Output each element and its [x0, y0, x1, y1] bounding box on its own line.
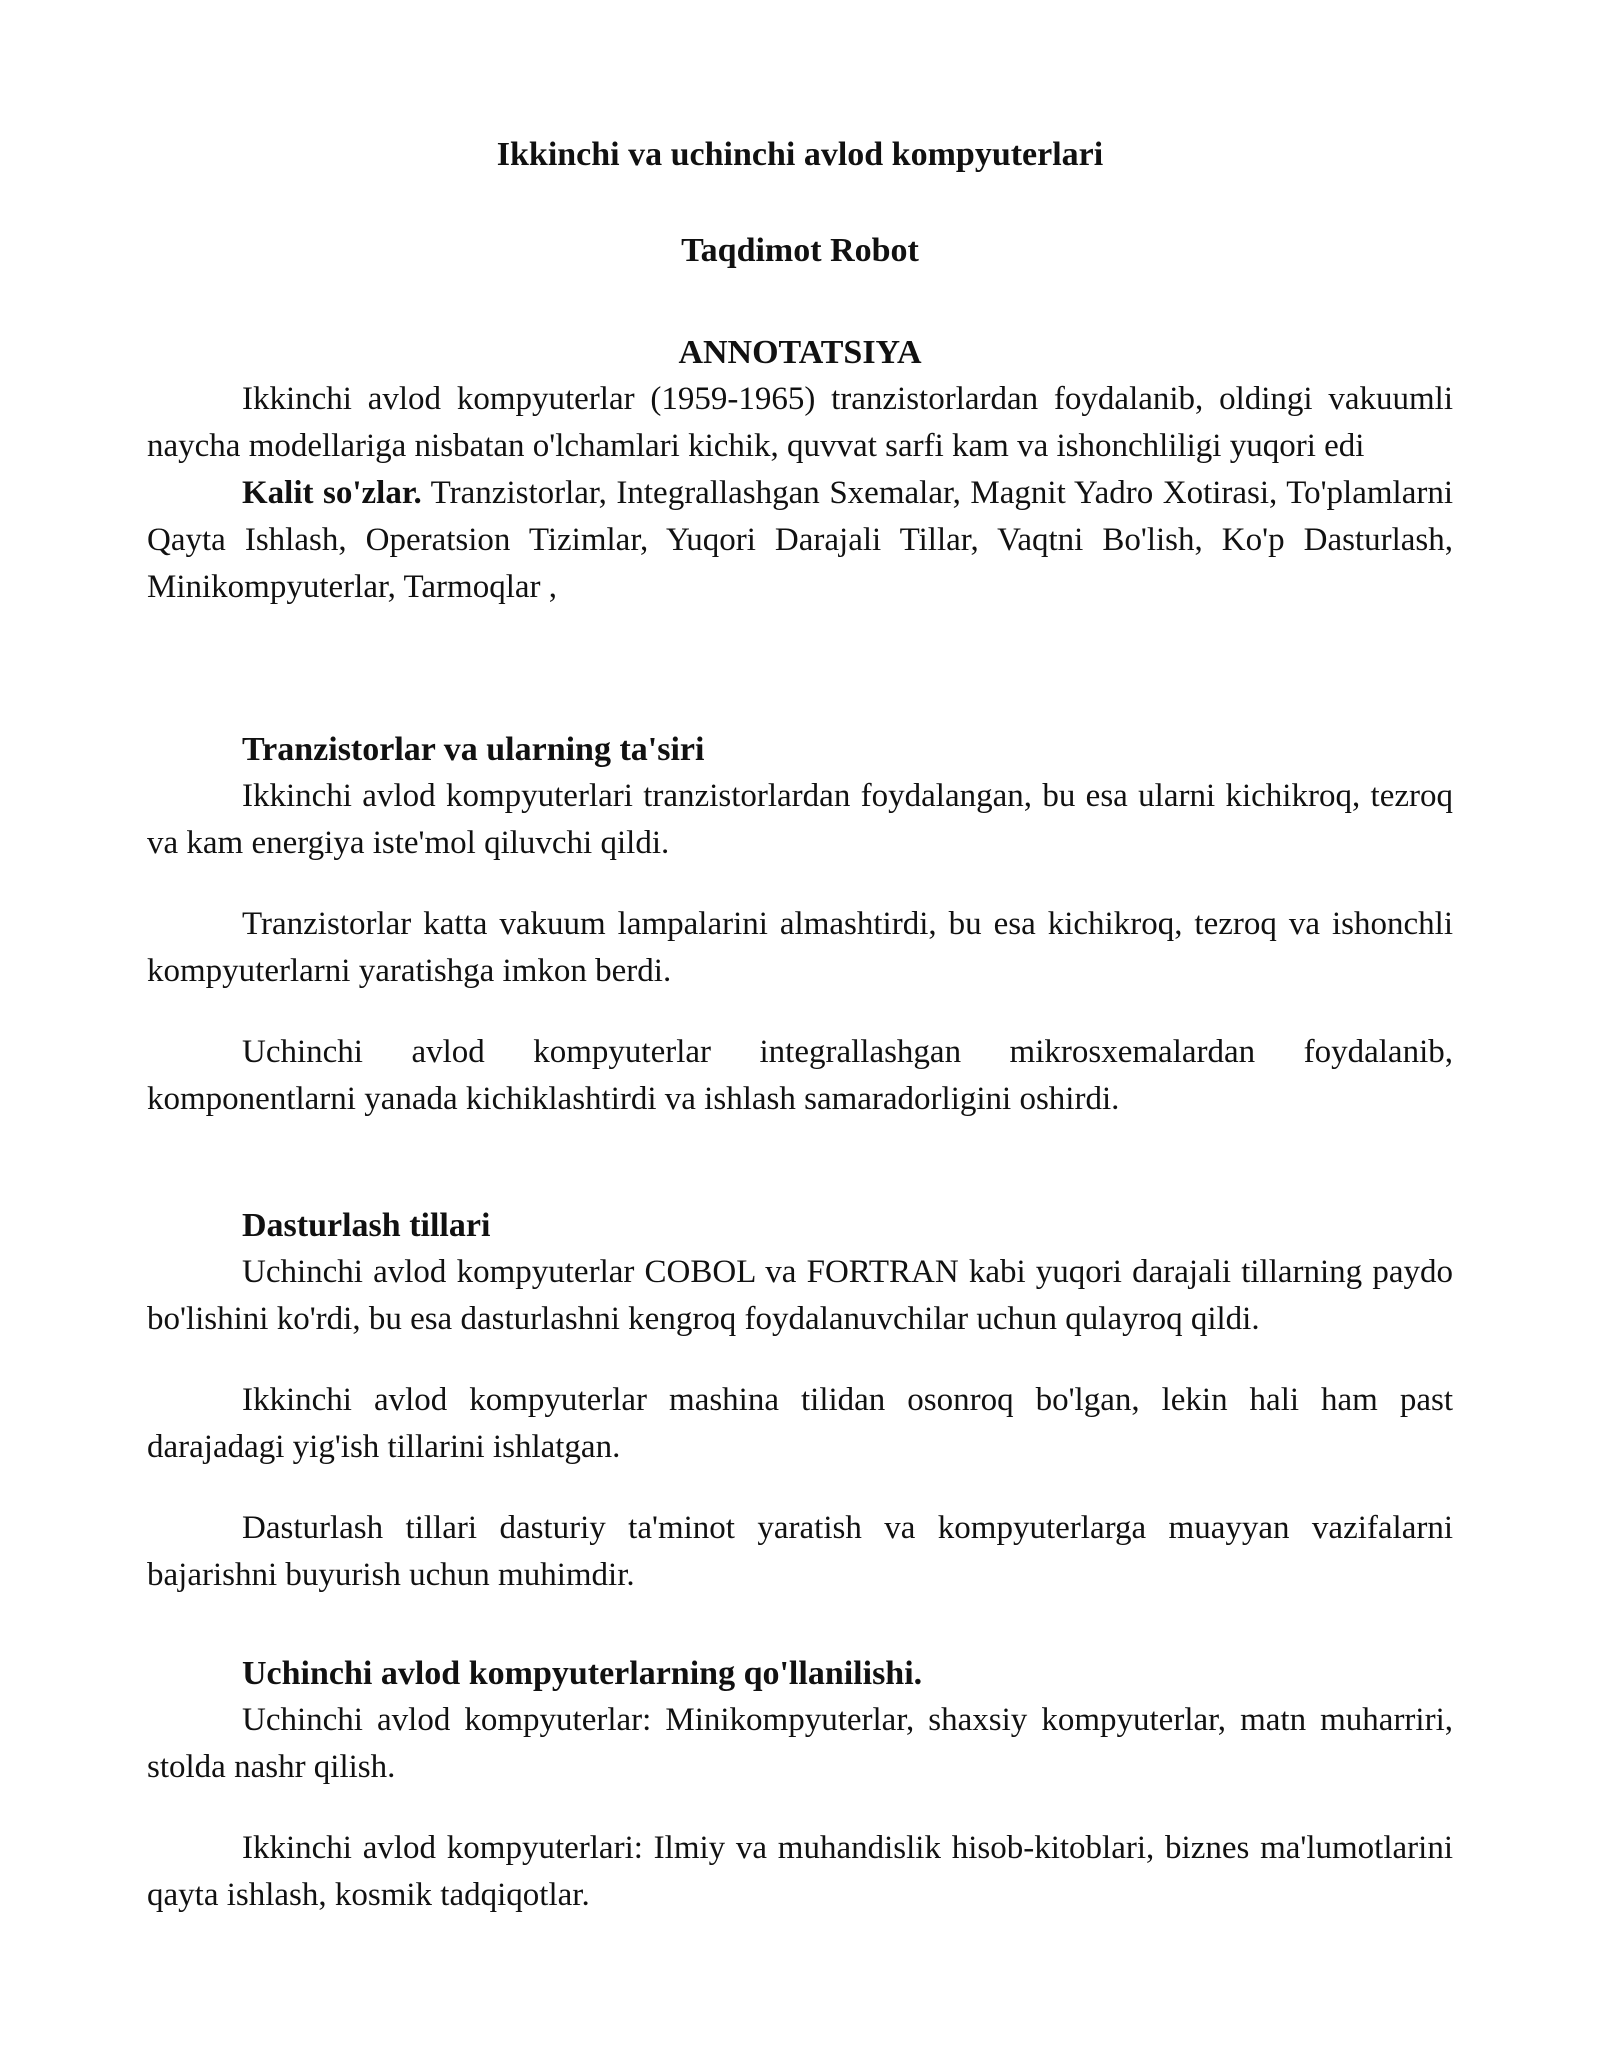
paragraph: Tranzistorlar katta vakuum lampalarini almashtirdi, bu esa kichikroq, tezroq va ishonchli kompyuterlarni yaratishga imkon berdi. [147, 906, 1453, 989]
section-heading-programming-languages: Dasturlash tillari [242, 1207, 491, 1244]
paragraph: Uchinchi avlod kompyuterlar integrallashgan mikrosxemalardan foydalanib, komponentlarni yanada kichiklashtirdi va ishlash samaradorligini oshirdi. [147, 1034, 1453, 1117]
keywords-text: Tranzistorlar, Integrallashgan Sxemalar, Magnit Yadro Xotirasi, To'plamlarni Qayta Ishlash, Operatsion Tizimlar, Yuqori Darajali Tillar, Vaqtni Bo'lish, Ko'p Dasturlash, Minikompyuterlar, Tarmoqlar , [147, 475, 1453, 605]
annotation-heading: ANNOTATSIYA [678, 334, 922, 371]
document-title: Ikkinchi va uchinchi avlod kompyuterlari [496, 136, 1104, 173]
annotation-text: Ikkinchi avlod kompyuterlar (1959-1965) tranzistorlardan foydalanib, oldingi vakuumli naycha modellariga nisbatan o'lchamlari kichik, quvvat sarfi kam va ishonchliligi yuqori edi [147, 381, 1453, 464]
paragraph: Dasturlash tillari dasturiy ta'minot yaratish va kompyuterlarga muayyan vazifalarni bajarishni buyurish uchun muhimdir. [147, 1510, 1453, 1593]
paragraph: Ikkinchi avlod kompyuterlari tranzistorlardan foydalangan, bu esa ularni kichikroq, tezroq va kam energiya iste'mol qiluvchi qildi. [147, 778, 1453, 861]
document-page [147, 120, 1453, 1919]
paragraph: Uchinchi avlod kompyuterlar: Minikompyuterlar, shaxsiy kompyuterlar, matn muharriri, stolda nashr qilish. [147, 1702, 1453, 1785]
section-heading-transistors: Tranzistorlar va ularning ta'siri [242, 731, 705, 768]
paragraph: Ikkinchi avlod kompyuterlari: Ilmiy va muhandislik hisob-kitoblari, biznes ma'lumotlarini qayta ishlash, kosmik tadqiqotlar. [147, 1830, 1453, 1913]
section-heading-applications: Uchinchi avlod kompyuterlarning qo'llanilishi. [242, 1655, 923, 1692]
keywords-paragraph [147, 470, 1453, 611]
paragraph: Uchinchi avlod kompyuterlar COBOL va FORTRAN kabi yuqori darajali tillarning paydo bo'lishini ko'rdi, bu esa dasturlashni kengroq foydalanuvchilar uchun qulayroq qildi. [147, 1254, 1453, 1337]
keywords-label: Kalit so'zlar. [242, 475, 422, 511]
document-author: Taqdimot Robot [681, 232, 919, 269]
paragraph: Ikkinchi avlod kompyuterlar mashina tilidan osonroq bo'lgan, lekin hali ham past darajadagi yig'ish tillarini ishlatgan. [147, 1382, 1453, 1465]
